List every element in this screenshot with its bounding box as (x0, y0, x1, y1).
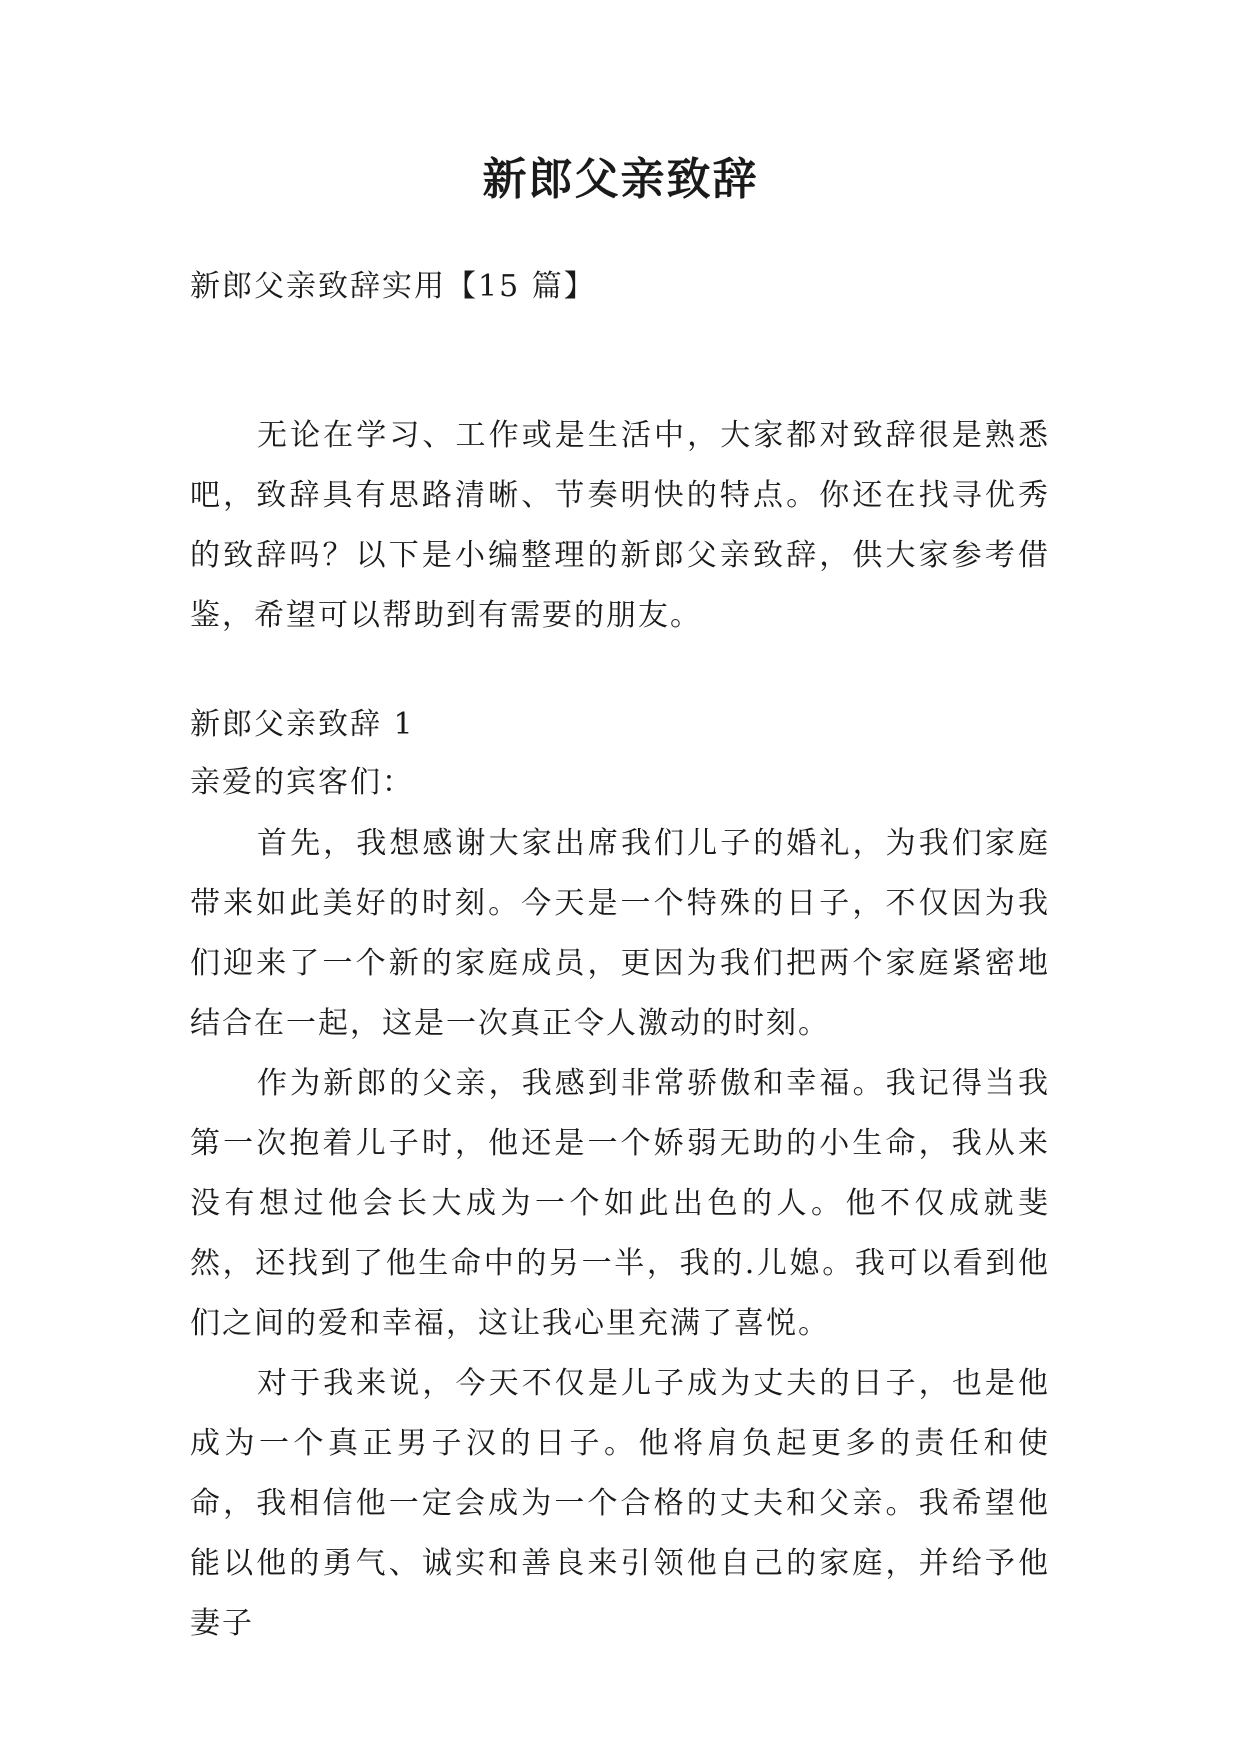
document-subtitle: 新郎父亲致辞实用【15 篇】 (190, 269, 596, 304)
speech-paragraph: 首先，我想感谢大家出席我们儿子的婚礼，为我们家庭带来如此美好的时刻。今天是一个特殊的日子，不仅因为我们迎来了一个新的家庭成员，更因为我们把两个家庭紧密地结合在一起，这是一次真正令人激动的时刻。 (190, 826, 1050, 1041)
speech-body (190, 814, 1050, 1654)
speech-paragraph: 对于我来说，今天不仅是儿子成为丈夫的日子，也是他成为一个真正男子汉的日子。他将肩负起更多的责任和使命，我相信他一定会成为一个合格的丈夫和父亲。我希望他能以他的勇气、诚实和善良来引领他自己的家庭，并给予他妻子 (190, 1366, 1050, 1641)
section-heading: 新郎父亲致辞 1 (190, 707, 415, 742)
speech-paragraph: 作为新郎的父亲，我感到非常骄傲和幸福。我记得当我第一次抱着儿子时，他还是一个娇弱无助的小生命，我从来没有想过他会长大成为一个如此出色的人。他不仅成就斐然，还找到了他生命中的另一半，我的.儿媳。我可以看到他们之间的爱和幸福，这让我心里充满了喜悦。 (190, 1066, 1050, 1341)
document-title: 新郎父亲致辞 (482, 154, 759, 205)
salutation: 亲爱的宾客们： (190, 765, 414, 800)
intro-paragraph: 无论在学习、工作或是生活中，大家都对致辞很是熟悉吧，致辞具有思路清晰、节奏明快的特点。你还在找寻优秀的致辞吗？以下是小编整理的新郎父亲致辞，供大家参考借鉴，希望可以帮助到有需要的朋友。 (190, 418, 1050, 633)
